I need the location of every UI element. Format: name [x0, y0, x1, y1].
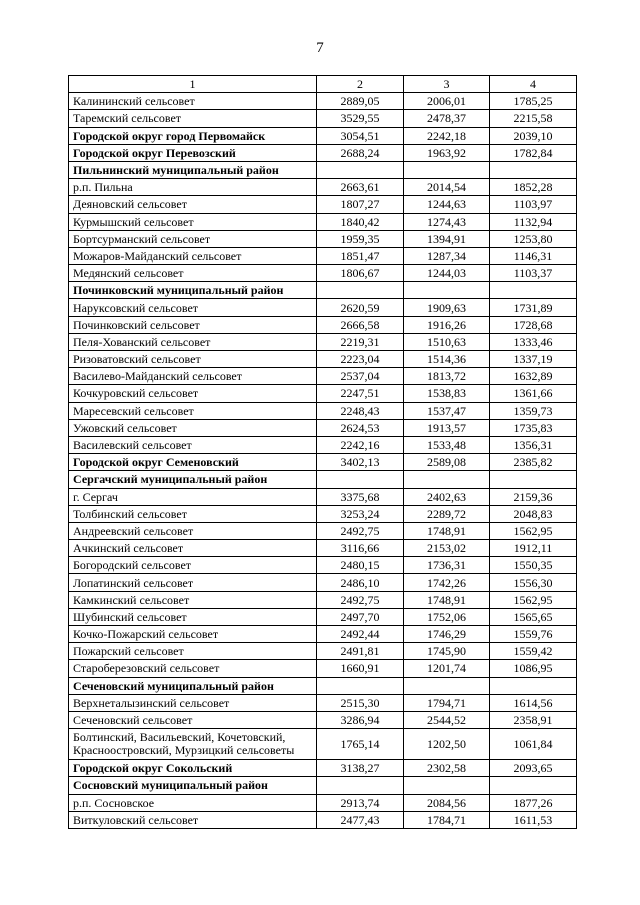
row-value-cell: 2889,05: [317, 93, 404, 110]
row-name-cell: Богородский сельсовет: [69, 557, 317, 574]
row-value-cell: 2663,61: [317, 179, 404, 196]
row-value-cell: 3253,24: [317, 505, 404, 522]
row-name-cell: Василевский сельсовет: [69, 436, 317, 453]
row-value-cell: [404, 777, 490, 794]
row-value-cell: 2544,52: [404, 711, 490, 728]
table-row: [69, 196, 577, 213]
row-value-cell: 1632,89: [490, 368, 577, 385]
row-value-cell: 1877,26: [490, 794, 577, 811]
table-row: [69, 660, 577, 677]
table-row: [69, 557, 577, 574]
row-name-cell: р.п. Сосновское: [69, 794, 317, 811]
row-value-cell: 1785,25: [490, 93, 577, 110]
row-name-cell: Городской округ Сокольский: [69, 760, 317, 777]
row-value-cell: 1274,43: [404, 213, 490, 230]
row-name-cell: Кочкуровский сельсовет: [69, 385, 317, 402]
table-row: [69, 522, 577, 539]
row-name-cell: Сеченовский сельсовет: [69, 711, 317, 728]
row-value-cell: 1748,91: [404, 522, 490, 539]
row-value-cell: 2477,43: [317, 811, 404, 828]
row-value-cell: 1752,06: [404, 608, 490, 625]
row-value-cell: 1784,71: [404, 811, 490, 828]
row-name-cell: Болтинский, Васильевский, Кочетовский, Красноостровский, Мурзицкий сельсоветы: [69, 729, 317, 760]
row-value-cell: 1253,80: [490, 230, 577, 247]
row-value-cell: 1735,83: [490, 419, 577, 436]
table-header-row: [69, 76, 577, 93]
row-value-cell: 2219,31: [317, 333, 404, 350]
row-value-cell: 2624,53: [317, 419, 404, 436]
table-row: [69, 729, 577, 760]
row-name-cell: Сосновский муниципальный район: [69, 777, 317, 794]
table-row: [69, 811, 577, 828]
row-value-cell: 1565,65: [490, 608, 577, 625]
table-row: [69, 402, 577, 419]
row-value-cell: 2537,04: [317, 368, 404, 385]
tariff-table: [68, 75, 577, 829]
row-name-cell: Пеля-Хованский сельсовет: [69, 333, 317, 350]
row-value-cell: [317, 777, 404, 794]
row-name-cell: Медянский сельсовет: [69, 265, 317, 282]
row-value-cell: 3375,68: [317, 488, 404, 505]
row-value-cell: 1538,83: [404, 385, 490, 402]
table-row: [69, 179, 577, 196]
row-value-cell: 2289,72: [404, 505, 490, 522]
row-value-cell: 2153,02: [404, 540, 490, 557]
table-row: [69, 127, 577, 144]
table-row: [69, 488, 577, 505]
row-value-cell: 2620,59: [317, 299, 404, 316]
table-row: [69, 454, 577, 471]
row-value-cell: [490, 677, 577, 694]
row-value-cell: 1611,53: [490, 811, 577, 828]
row-value-cell: 1913,57: [404, 419, 490, 436]
row-value-cell: 2248,43: [317, 402, 404, 419]
row-value-cell: 1103,37: [490, 265, 577, 282]
row-name-cell: Верхнеталызинский сельсовет: [69, 694, 317, 711]
row-value-cell: 1244,03: [404, 265, 490, 282]
row-value-cell: 2014,54: [404, 179, 490, 196]
row-value-cell: 2242,18: [404, 127, 490, 144]
row-value-cell: 3402,13: [317, 454, 404, 471]
row-value-cell: 1333,46: [490, 333, 577, 350]
row-value-cell: 2913,74: [317, 794, 404, 811]
row-value-cell: 2302,58: [404, 760, 490, 777]
row-value-cell: 2589,08: [404, 454, 490, 471]
row-value-cell: 1559,42: [490, 643, 577, 660]
row-name-cell: Шубинский сельсовет: [69, 608, 317, 625]
row-value-cell: 1765,14: [317, 729, 404, 760]
header-col-2: 2: [317, 76, 404, 93]
row-value-cell: 1614,56: [490, 694, 577, 711]
row-value-cell: 1742,26: [404, 574, 490, 591]
table-row: [69, 694, 577, 711]
row-value-cell: 1840,42: [317, 213, 404, 230]
row-name-cell: Камкинский сельсовет: [69, 591, 317, 608]
row-value-cell: 1813,72: [404, 368, 490, 385]
table-row: [69, 230, 577, 247]
row-value-cell: [404, 471, 490, 488]
row-value-cell: [490, 471, 577, 488]
row-value-cell: 1851,47: [317, 247, 404, 264]
row-value-cell: 2666,58: [317, 316, 404, 333]
row-value-cell: [317, 471, 404, 488]
row-value-cell: 1533,48: [404, 436, 490, 453]
row-value-cell: 1514,36: [404, 351, 490, 368]
table-row: [69, 213, 577, 230]
table-row: [69, 471, 577, 488]
row-value-cell: 2242,16: [317, 436, 404, 453]
row-name-cell: Пожарский сельсовет: [69, 643, 317, 660]
row-value-cell: 1394,91: [404, 230, 490, 247]
row-value-cell: 1359,73: [490, 402, 577, 419]
row-value-cell: 1660,91: [317, 660, 404, 677]
row-name-cell: Кочко-Пожарский сельсовет: [69, 626, 317, 643]
row-value-cell: 1912,11: [490, 540, 577, 557]
row-value-cell: 1963,92: [404, 144, 490, 161]
row-name-cell: Сергачский муниципальный район: [69, 471, 317, 488]
row-name-cell: Можаров-Майданский сельсовет: [69, 247, 317, 264]
row-value-cell: 2402,63: [404, 488, 490, 505]
row-value-cell: 2084,56: [404, 794, 490, 811]
row-value-cell: 3138,27: [317, 760, 404, 777]
table-row: [69, 677, 577, 694]
row-value-cell: 1244,63: [404, 196, 490, 213]
row-name-cell: Виткуловский сельсовет: [69, 811, 317, 828]
row-name-cell: Сеченовский муниципальный район: [69, 677, 317, 694]
row-value-cell: 3054,51: [317, 127, 404, 144]
row-value-cell: 1146,31: [490, 247, 577, 264]
table-row: [69, 711, 577, 728]
row-value-cell: 1550,35: [490, 557, 577, 574]
row-name-cell: Лопатинский сельсовет: [69, 574, 317, 591]
row-value-cell: [404, 161, 490, 178]
row-value-cell: 1061,84: [490, 729, 577, 760]
row-value-cell: [404, 677, 490, 694]
row-name-cell: Городской округ Перевозский: [69, 144, 317, 161]
row-value-cell: 1356,31: [490, 436, 577, 453]
row-name-cell: Наруксовский сельсовет: [69, 299, 317, 316]
row-name-cell: Ужовский сельсовет: [69, 419, 317, 436]
row-value-cell: 1852,28: [490, 179, 577, 196]
row-value-cell: 1959,35: [317, 230, 404, 247]
table-row: [69, 282, 577, 299]
table-row: [69, 436, 577, 453]
row-name-cell: Калининский сельсовет: [69, 93, 317, 110]
row-value-cell: 1337,19: [490, 351, 577, 368]
row-name-cell: Городской округ город Первомайск: [69, 127, 317, 144]
row-name-cell: Ризоватовский сельсовет: [69, 351, 317, 368]
row-value-cell: 1916,26: [404, 316, 490, 333]
row-value-cell: 3529,55: [317, 110, 404, 127]
row-value-cell: 2358,91: [490, 711, 577, 728]
row-value-cell: 1132,94: [490, 213, 577, 230]
row-value-cell: [317, 677, 404, 694]
table-row: [69, 144, 577, 161]
table-row: [69, 316, 577, 333]
row-value-cell: 2478,37: [404, 110, 490, 127]
row-name-cell: Василево-Майданский сельсовет: [69, 368, 317, 385]
table-row: [69, 265, 577, 282]
table-row: [69, 351, 577, 368]
row-name-cell: Деяновский сельсовет: [69, 196, 317, 213]
header-col-3: 3: [404, 76, 490, 93]
row-value-cell: 1728,68: [490, 316, 577, 333]
table-row: [69, 794, 577, 811]
row-name-cell: Курмышский сельсовет: [69, 213, 317, 230]
table-row: [69, 368, 577, 385]
row-value-cell: 2093,65: [490, 760, 577, 777]
table-row: [69, 161, 577, 178]
row-value-cell: 1745,90: [404, 643, 490, 660]
header-col-4: 4: [490, 76, 577, 93]
row-name-cell: Толбинский сельсовет: [69, 505, 317, 522]
row-value-cell: 1202,50: [404, 729, 490, 760]
row-value-cell: 2497,70: [317, 608, 404, 625]
table-row: [69, 505, 577, 522]
table-row: [69, 643, 577, 660]
row-value-cell: 2006,01: [404, 93, 490, 110]
page-number: 7: [316, 40, 324, 56]
row-value-cell: 1201,74: [404, 660, 490, 677]
row-value-cell: 2492,75: [317, 522, 404, 539]
row-value-cell: 1746,29: [404, 626, 490, 643]
row-name-cell: Бортсурманский сельсовет: [69, 230, 317, 247]
table-row: [69, 540, 577, 557]
row-value-cell: 1556,30: [490, 574, 577, 591]
row-value-cell: 1361,66: [490, 385, 577, 402]
row-value-cell: 2223,04: [317, 351, 404, 368]
table-row: [69, 93, 577, 110]
row-value-cell: [490, 777, 577, 794]
row-name-cell: Ачкинский сельсовет: [69, 540, 317, 557]
row-value-cell: [490, 161, 577, 178]
table-row: [69, 419, 577, 436]
row-value-cell: 2215,58: [490, 110, 577, 127]
row-name-cell: Починковский муниципальный район: [69, 282, 317, 299]
table-row: [69, 591, 577, 608]
row-value-cell: 3286,94: [317, 711, 404, 728]
table-row: [69, 626, 577, 643]
row-value-cell: 1806,67: [317, 265, 404, 282]
row-value-cell: 2247,51: [317, 385, 404, 402]
row-value-cell: 1794,71: [404, 694, 490, 711]
row-name-cell: г. Сергач: [69, 488, 317, 505]
row-value-cell: 1103,97: [490, 196, 577, 213]
row-value-cell: 2048,83: [490, 505, 577, 522]
row-name-cell: р.п. Пильна: [69, 179, 317, 196]
table-row: [69, 333, 577, 350]
table-row: [69, 247, 577, 264]
row-value-cell: 1562,95: [490, 591, 577, 608]
row-value-cell: 1909,63: [404, 299, 490, 316]
row-value-cell: 1748,91: [404, 591, 490, 608]
row-value-cell: 2480,15: [317, 557, 404, 574]
table-row: [69, 574, 577, 591]
table-row: [69, 110, 577, 127]
row-value-cell: 2688,24: [317, 144, 404, 161]
row-name-cell: Андреевский сельсовет: [69, 522, 317, 539]
row-name-cell: Таремский сельсовет: [69, 110, 317, 127]
row-value-cell: 2039,10: [490, 127, 577, 144]
row-value-cell: 1782,84: [490, 144, 577, 161]
row-value-cell: 1510,63: [404, 333, 490, 350]
row-value-cell: 2385,82: [490, 454, 577, 471]
row-value-cell: 2515,30: [317, 694, 404, 711]
row-value-cell: 2159,36: [490, 488, 577, 505]
table-row: [69, 385, 577, 402]
table-row: [69, 777, 577, 794]
row-value-cell: 2492,75: [317, 591, 404, 608]
row-value-cell: 3116,66: [317, 540, 404, 557]
row-value-cell: 1807,27: [317, 196, 404, 213]
row-value-cell: [317, 282, 404, 299]
row-name-cell: Староберезовский сельсовет: [69, 660, 317, 677]
row-value-cell: 1559,76: [490, 626, 577, 643]
row-value-cell: 1731,89: [490, 299, 577, 316]
row-value-cell: 1736,31: [404, 557, 490, 574]
table-row: [69, 760, 577, 777]
row-name-cell: Пильнинский муниципальный район: [69, 161, 317, 178]
header-col-1: 1: [69, 76, 317, 93]
row-value-cell: [404, 282, 490, 299]
row-name-cell: Маресевский сельсовет: [69, 402, 317, 419]
row-value-cell: 2486,10: [317, 574, 404, 591]
row-name-cell: Починковский сельсовет: [69, 316, 317, 333]
table-row: [69, 608, 577, 625]
row-value-cell: 1537,47: [404, 402, 490, 419]
row-value-cell: 2492,44: [317, 626, 404, 643]
table-row: [69, 299, 577, 316]
row-value-cell: [490, 282, 577, 299]
row-value-cell: 1086,95: [490, 660, 577, 677]
row-name-cell: Городской округ Семеновский: [69, 454, 317, 471]
row-value-cell: 1287,34: [404, 247, 490, 264]
row-value-cell: 1562,95: [490, 522, 577, 539]
row-value-cell: 2491,81: [317, 643, 404, 660]
table-body: [69, 76, 577, 829]
row-value-cell: [317, 161, 404, 178]
